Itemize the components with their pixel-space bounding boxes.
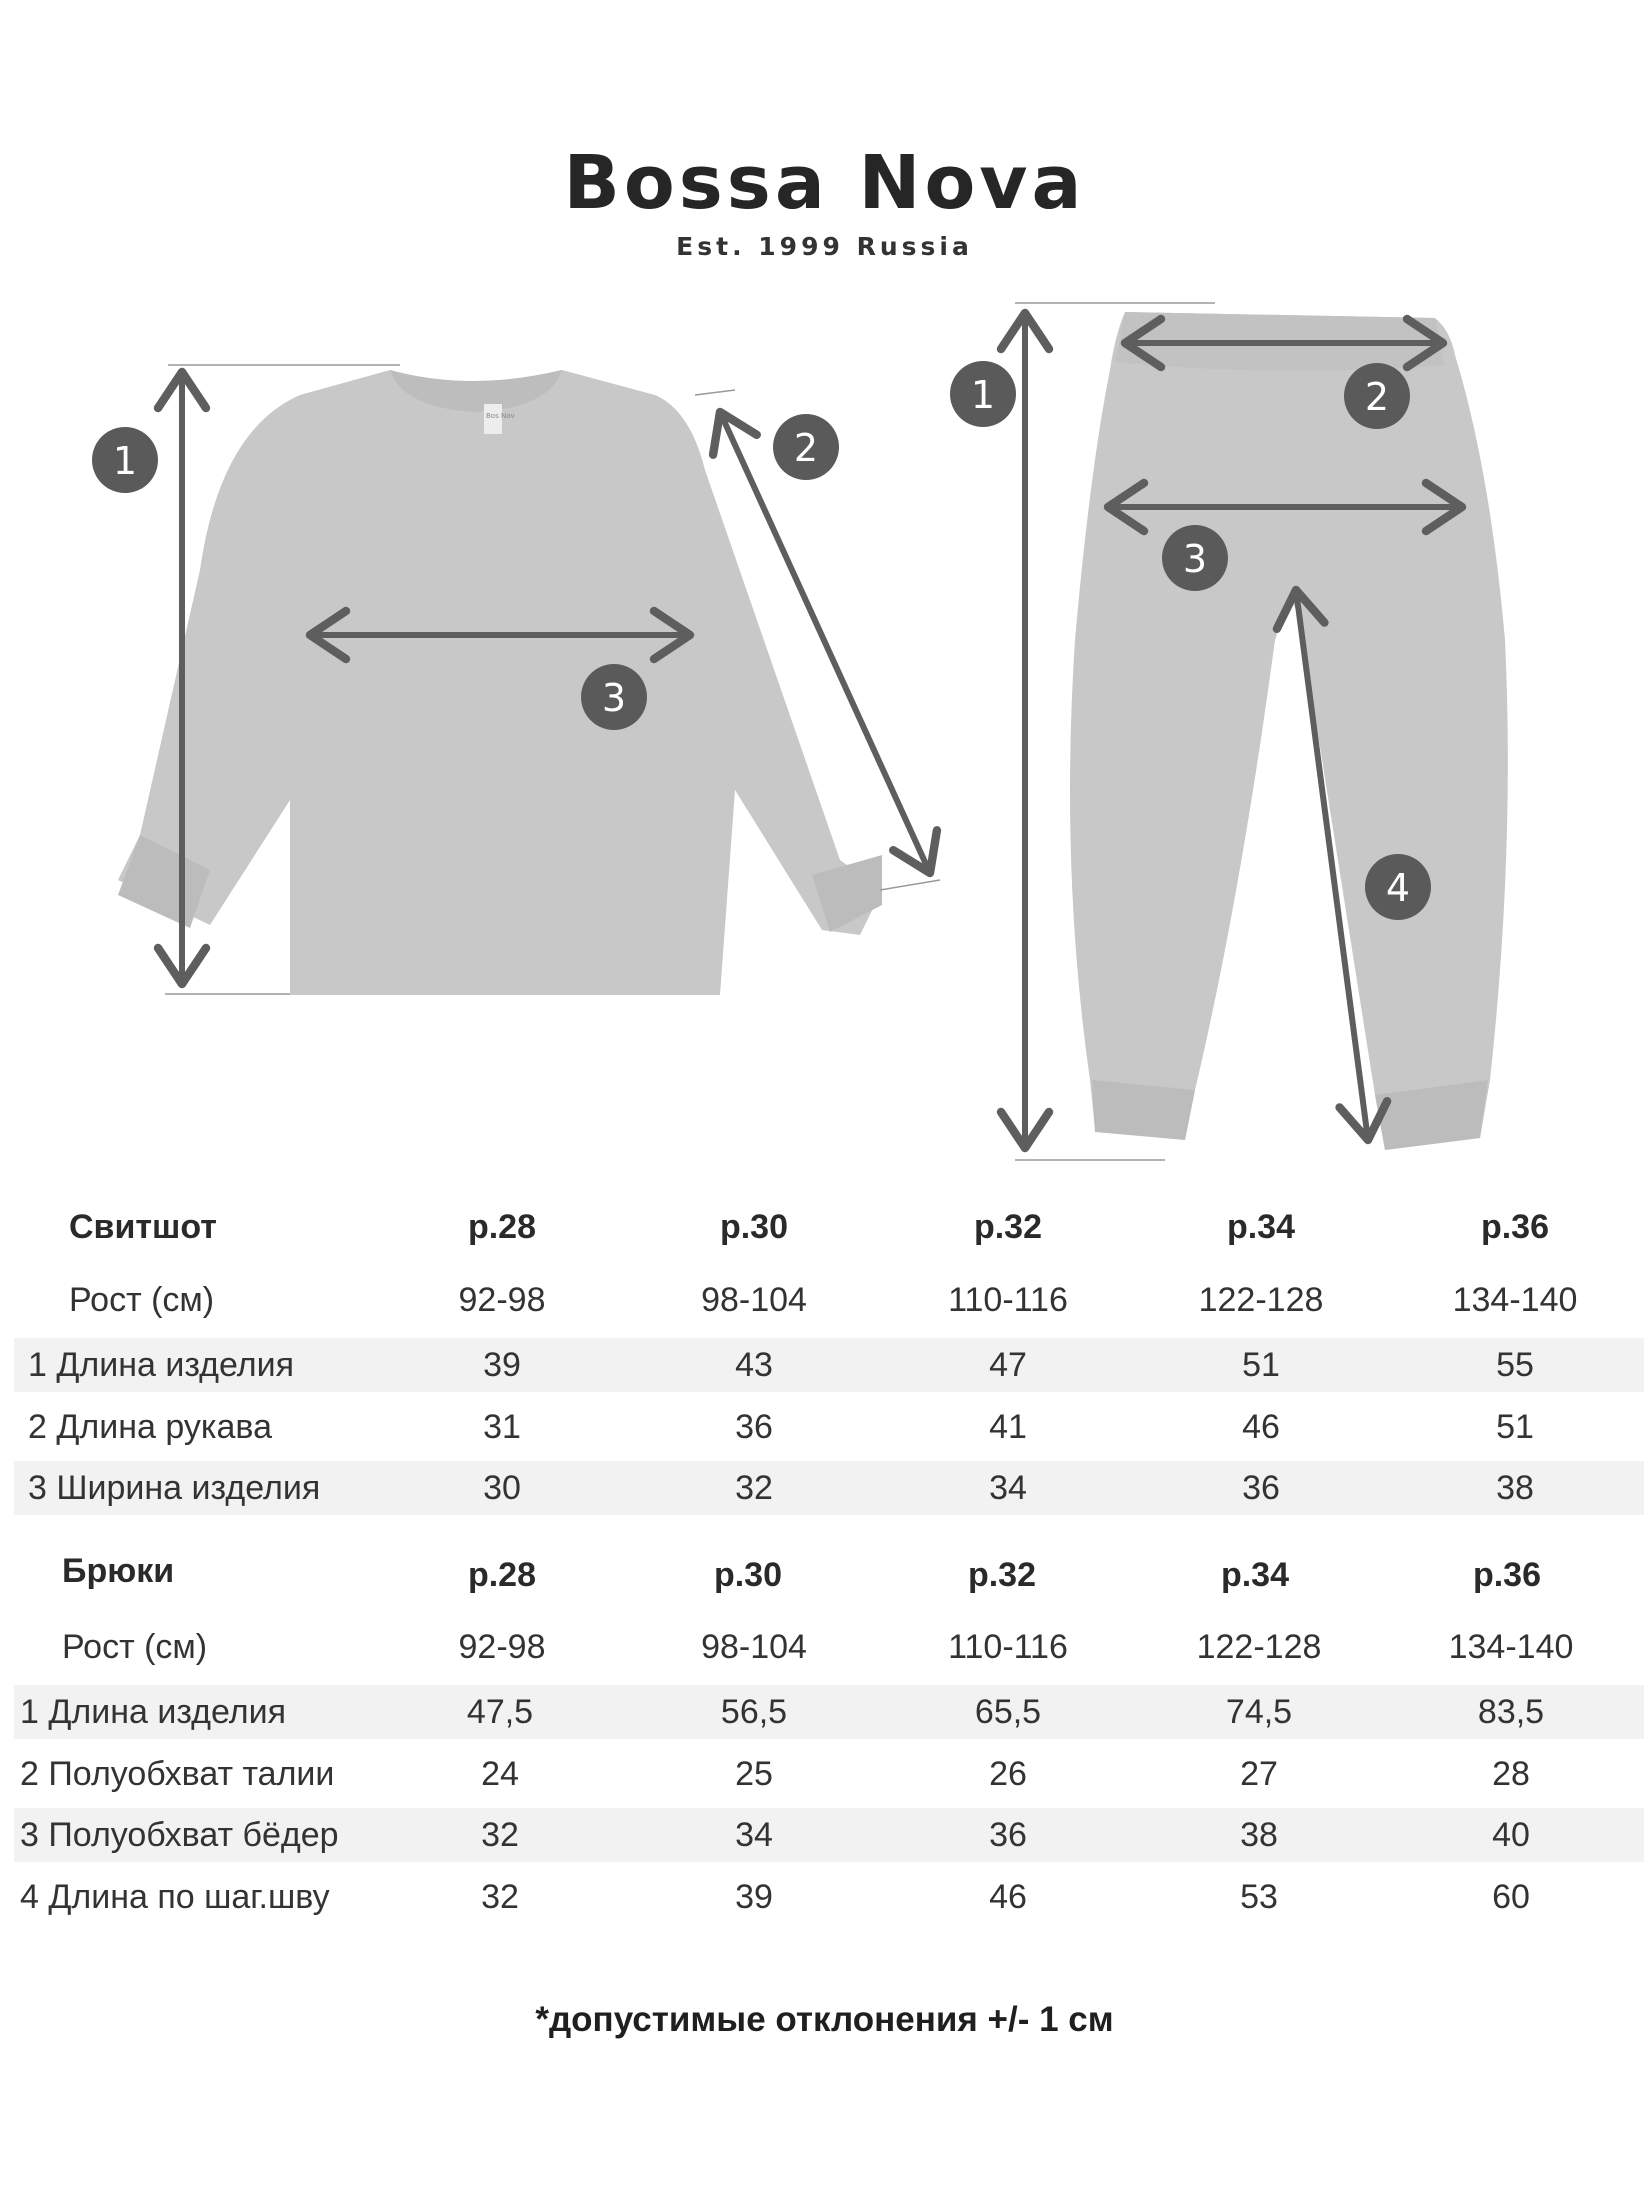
table-row [14,1273,1644,1327]
table-cell: 26 [989,1755,1027,1793]
row-label: 3 Полуобхват бёдер [20,1816,339,1854]
table-cell: 51 [1496,1408,1534,1446]
svg-text:2: 2 [793,426,819,470]
table-cell: 92-98 [458,1281,546,1319]
table-cell: 56,5 [720,1693,788,1731]
table-cell: 38 [1496,1469,1534,1507]
table-row [14,1461,1644,1515]
svg-text:4: 4 [1385,866,1411,910]
pants-drawing [1070,312,1508,1150]
table-cell: 32 [481,1816,519,1854]
table-row [14,1620,1644,1674]
svg-text:1: 1 [112,439,138,483]
table-cell: 30 [483,1469,521,1507]
table-title: Брюки [62,1552,175,1590]
table-cell: 39 [735,1878,773,1916]
table-cell: 36 [989,1816,1027,1854]
sweatshirt-tag-text: Bos Nov [486,412,515,420]
size-header: р.30 [719,1208,789,1246]
row-label: Рост (см) [69,1281,215,1319]
table-cell: 28 [1492,1755,1530,1793]
table-cell: 41 [989,1408,1027,1446]
row-label: 4 Длина по шаг.шву [20,1878,330,1916]
table-cell: 24 [481,1755,519,1793]
size-header: р.30 [713,1556,783,1594]
table-cell: 74,5 [1225,1693,1293,1731]
table-cell: 65,5 [974,1693,1042,1731]
sweatshirt-drawing [118,370,882,995]
table-cell: 60 [1492,1878,1530,1916]
table-cell: 36 [735,1408,773,1446]
row-label: Рост (см) [62,1628,208,1666]
table-cell: 51 [1242,1346,1280,1384]
table-row [14,1685,1644,1739]
table-header-row [14,1548,1644,1602]
table-row [14,1747,1644,1801]
table-cell: 47 [989,1346,1027,1384]
table-cell: 25 [735,1755,773,1793]
table-cell: 46 [989,1878,1027,1916]
table-cell: 98-104 [701,1281,807,1319]
table-cell: 32 [481,1878,519,1916]
svg-text:3: 3 [601,676,627,720]
table-cell: 122-128 [1198,1281,1324,1319]
table-cell: 55 [1496,1346,1534,1384]
size-header: р.32 [973,1208,1043,1246]
table-cell: 47,5 [466,1693,534,1731]
table-cell: 32 [735,1469,773,1507]
pants-cuff-left [1092,1080,1195,1140]
pants-body [1070,312,1508,1150]
sweatshirt-marker-1 [92,427,158,493]
svg-text:2: 2 [1364,375,1390,419]
table-row [14,1338,1644,1392]
table-cell: 38 [1240,1816,1278,1854]
sweatshirt-marker-3 [581,664,647,730]
table-cell: 27 [1240,1755,1278,1793]
table-cell: 53 [1240,1878,1278,1916]
table-cell: 40 [1492,1816,1530,1854]
table-cell: 83,5 [1477,1693,1545,1731]
size-header: р.36 [1480,1208,1550,1246]
size-header: р.28 [467,1556,537,1594]
row-label: 3 Ширина изделия [28,1469,321,1507]
table-cell: 39 [483,1346,521,1384]
size-header: р.28 [467,1208,537,1246]
table-cell: 46 [1242,1408,1280,1446]
size-header: р.36 [1472,1556,1542,1594]
table-row [14,1400,1644,1454]
table-cell: 110-116 [948,1281,1068,1319]
sweatshirt-shoulder-guide [695,390,735,395]
sweatshirt-marker-2 [773,414,839,480]
table-cell: 34 [735,1816,773,1854]
pants-marker-2 [1344,363,1410,429]
row-label: 1 Длина изделия [20,1693,287,1731]
brand-tagline: Est. 1999 Russia [676,232,973,261]
svg-text:3: 3 [1182,537,1208,581]
pants-marker-4 [1365,854,1431,920]
table-cell: 31 [483,1408,521,1446]
size-header: р.34 [1220,1556,1290,1594]
row-label: 1 Длина изделия [28,1346,295,1384]
pants-marker-1 [950,361,1016,427]
table-cell: 92-98 [458,1628,546,1666]
table-cell: 43 [735,1346,773,1384]
size-header: р.32 [967,1556,1037,1594]
table-cell: 34 [989,1469,1027,1507]
sweatshirt-body [118,370,882,995]
table-cell: 36 [1242,1469,1280,1507]
table-cell: 110-116 [948,1628,1068,1666]
table-header-row [14,1200,1644,1254]
size-header: р.34 [1226,1208,1296,1246]
table-title: Свитшот [69,1208,217,1246]
row-label: 2 Длина рукава [28,1408,272,1446]
pants-marker-3 [1162,525,1228,591]
sweatshirt-cuff-guide [880,880,940,890]
tolerance-note: *допустимые отклонения +/- 1 см [535,2000,1114,2039]
row-label: 2 Полуобхват талии [20,1755,335,1793]
table-cell: 122-128 [1196,1628,1322,1666]
svg-text:1: 1 [970,373,996,417]
table-cell: 98-104 [701,1628,807,1666]
table-row [14,1870,1644,1924]
brand-logo: Bossa Nova [563,140,1086,226]
table-cell: 134-140 [1452,1281,1578,1319]
table-cell: 134-140 [1448,1628,1574,1666]
table-row [14,1808,1644,1862]
